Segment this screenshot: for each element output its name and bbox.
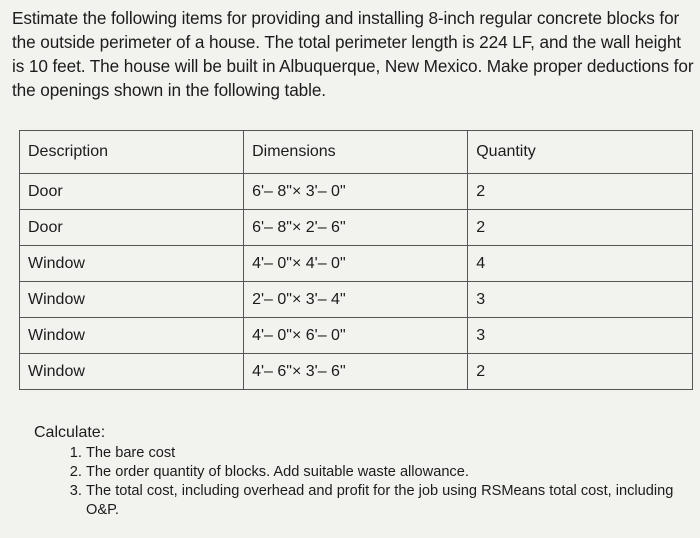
cell-quantity: 2 [468,174,693,210]
header-dimensions: Dimensions [244,131,468,174]
cell-quantity: 3 [468,318,693,354]
calculate-item: 3. The total cost, including overhead and profit for the job using RSMeans total cost, including O&P. [86,482,700,520]
cell-quantity: 3 [468,282,693,318]
cell-quantity: 4 [468,246,693,282]
calculate-item: 1. The bare cost [86,444,700,463]
table-row [20,318,693,354]
calculate-item: 2. The order quantity of blocks. Add suitable waste allowance. [86,463,700,482]
cell-description: Door [20,174,244,210]
openings-table [19,130,693,390]
header-quantity: Quantity [468,131,693,174]
cell-description: Door [20,210,244,246]
table-header-row [20,131,693,174]
cell-description: Window [20,318,244,354]
cell-dimensions: 2'– 0"× 3'– 4" [244,282,468,318]
problem-statement: Estimate the following items for providing and installing 8-inch regular concrete blocks for the outside perimeter of a house. The total perimeter length is 224 LF, and the wall height is 10 feet. The house will be built in Albuquerque, New Mexico. Make proper deductions for the openings shown in the following table. [12,8,694,100]
table-row [20,246,693,282]
table-row [20,210,693,246]
calculate-list [62,444,700,520]
header-description: Description [20,131,244,174]
cell-dimensions: 6'– 8"× 2'– 6" [244,210,468,246]
cell-dimensions: 6'– 8"× 3'– 0" [244,174,468,210]
calculate-heading: Calculate: [34,424,106,441]
cell-description: Window [20,246,244,282]
cell-dimensions: 4'– 0"× 6'– 0" [244,318,468,354]
table-row [20,174,693,210]
cell-dimensions: 4'– 0"× 4'– 0" [244,246,468,282]
cell-dimensions: 4'– 6"× 3'– 6" [244,354,468,390]
cell-quantity: 2 [468,210,693,246]
table-row [20,354,693,390]
cell-quantity: 2 [468,354,693,390]
table-row [20,282,693,318]
cell-description: Window [20,282,244,318]
cell-description: Window [20,354,244,390]
